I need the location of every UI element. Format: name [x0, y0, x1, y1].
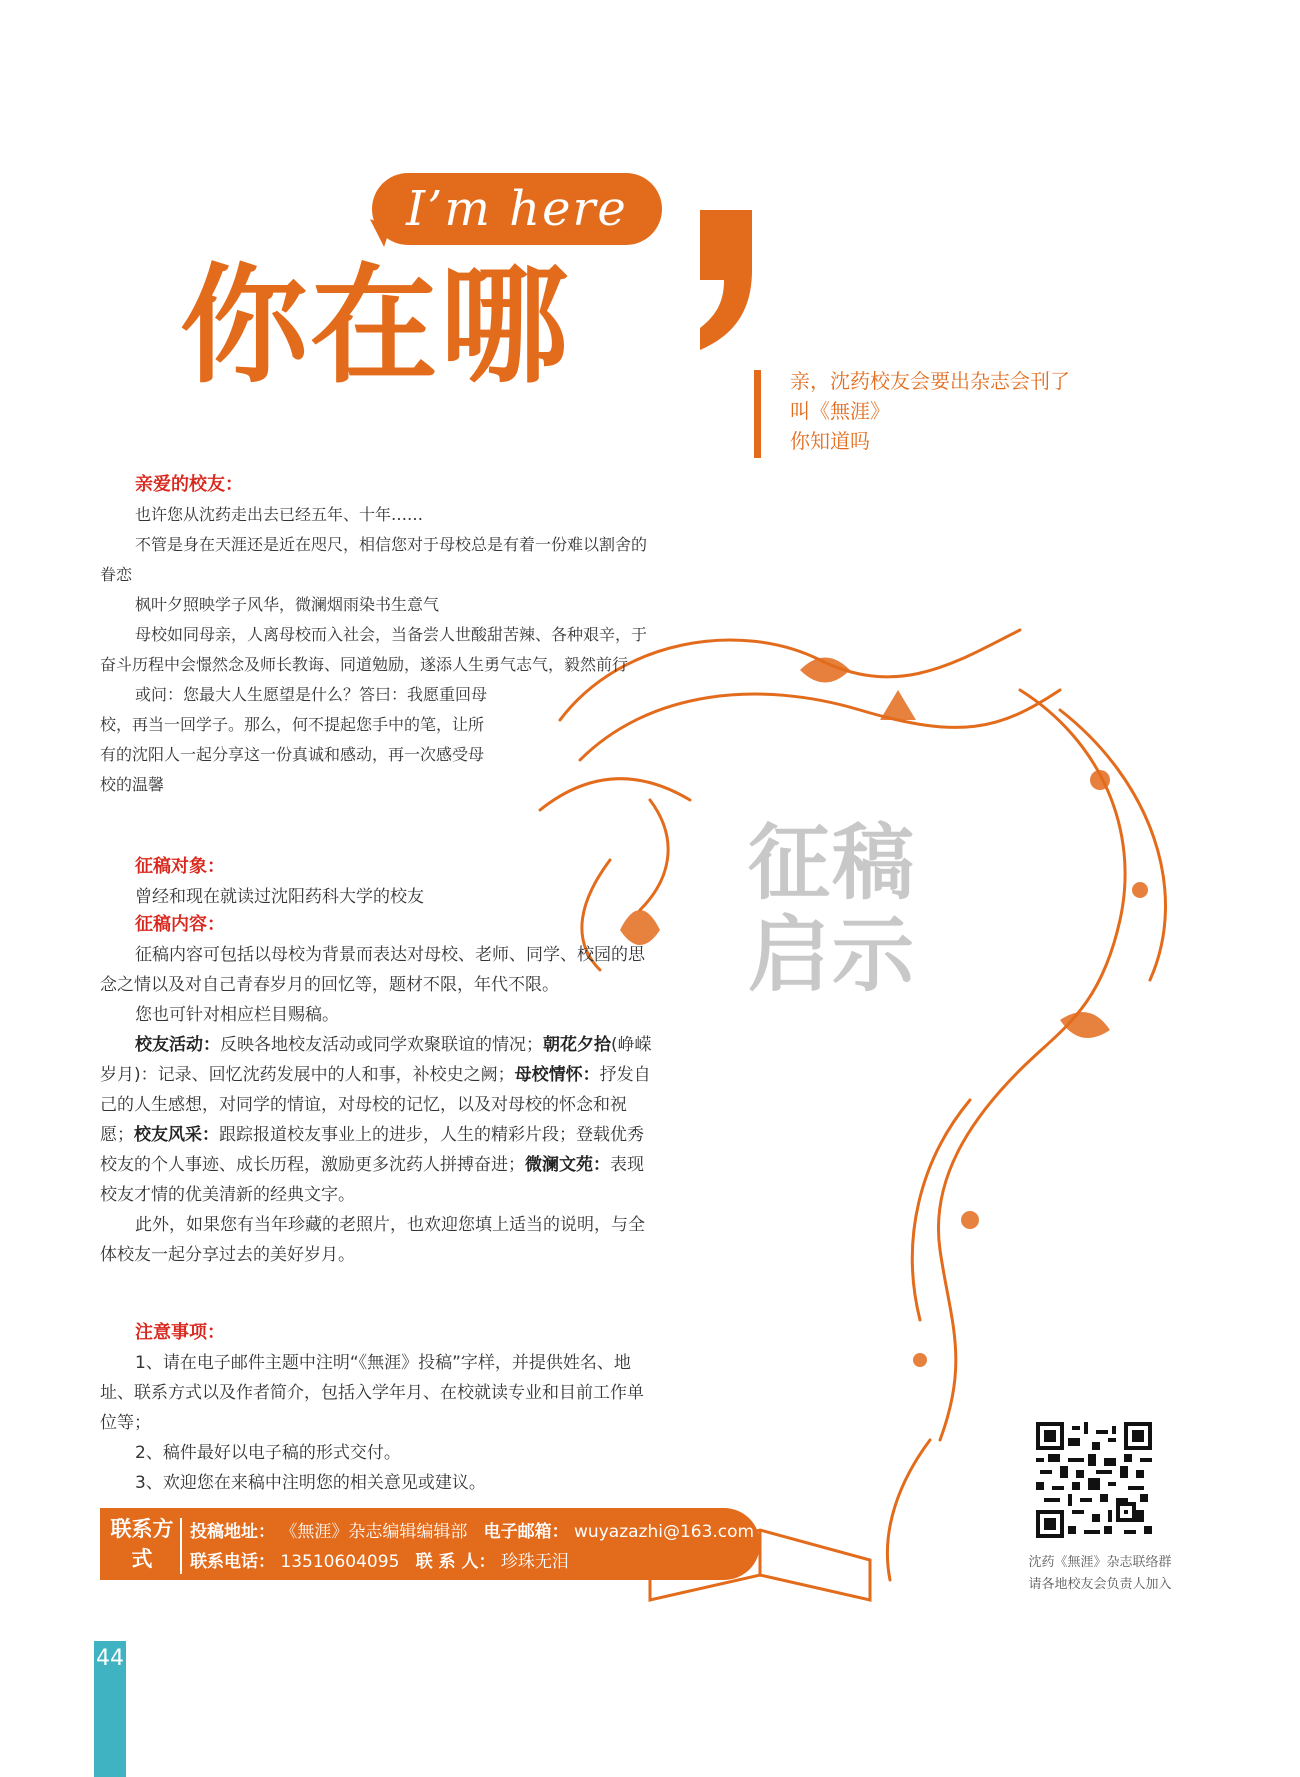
letter-greeting: 亲爱的校友： — [135, 474, 243, 495]
content-paragraph: 您也可针对相应栏目赐稿。 — [135, 1005, 339, 1025]
note-item: 2、稿件最好以电子稿的形式交付。 — [135, 1443, 401, 1463]
intro-line: 叫《無涯》 — [790, 399, 890, 423]
column-text: 记录、回忆沈药发展中的人和事，补校史之阙； — [157, 1065, 515, 1085]
note-item: 3、欢迎您在来稿中注明您的相关意见或建议。 — [135, 1473, 486, 1493]
content-paragraph: 此外，如果您有当年珍藏的老照片，也欢迎您填上适当的说明，与全体校友一起分享过去的美好岁月。 — [100, 1215, 645, 1265]
phone-label: 联系电话： — [190, 1552, 275, 1572]
solicitation-line: 启示 — [748, 908, 917, 1003]
letter-paragraph: 也许您从沈药走出去已经五年、十年…… — [135, 505, 424, 524]
letter-paragraph: 不管是身在天涯还是近在咫尺，相信您对于母校总是有着一份难以割舍的眷恋 — [100, 535, 648, 584]
address-label: 投稿地址： — [190, 1522, 275, 1542]
qr-caption-line: 沈药《無涯》杂志联络群 — [1028, 1555, 1172, 1570]
column-text: 反映各地校友活动或同学欢聚联谊的情况； — [220, 1035, 543, 1055]
column-subname: (峥嵘岁月)： — [100, 1035, 652, 1085]
contact-divider — [180, 1518, 182, 1574]
solicitation-line: 征稿 — [748, 816, 917, 911]
note-item: 1、请在电子邮件主题中注明“《無涯》投稿”字样，并提供姓名、地址、联系方式以及作者简介，包括入学年月、在校就读专业和目前工作单位等； — [100, 1353, 644, 1433]
contact-line-2 — [190, 1547, 569, 1572]
column-name: 朝花夕拾 — [543, 1035, 611, 1055]
person-label: 联 系 人： — [415, 1552, 496, 1572]
contact-label: 联系方式 — [110, 1517, 174, 1571]
page-title: 你在哪 — [180, 252, 571, 401]
intro-accent-bar — [754, 370, 761, 458]
solicitation-label — [748, 818, 938, 1002]
email-label: 电子邮箱： — [483, 1522, 569, 1542]
content-paragraph: 征稿内容可包括以母校为背景而表达对母校、老师、同学、校园的思念之情以及对自己青春岁月的回忆等，题材不限，年代不限。 — [100, 945, 645, 995]
page-number: 44 — [96, 1646, 124, 1671]
column-descriptions — [100, 1030, 660, 1210]
letter-paragraph: 枫叶夕照映学子风华，微澜烟雨染书生意气 — [135, 595, 440, 614]
qr-caption-line: 请各地校友会负责人加入 — [1028, 1577, 1172, 1592]
content-title: 征稿内容： — [135, 914, 225, 935]
letter-section — [100, 470, 660, 800]
email-value[interactable]: wuyazazhi@163.com — [574, 1522, 755, 1542]
notes-section — [100, 1318, 660, 1498]
target-title: 征稿对象： — [135, 856, 225, 877]
column-text: 抒发自己的人生感想，对同学的情谊，对母校的记忆，以及对母校的怀念和祝愿； — [100, 1065, 651, 1145]
letter-paragraph: 母校如同母亲，人离母校而入社会，当备尝人世酸甜苦辣、各种艰辛，于奋斗历程中会憬然念及师长教诲、同道勉励，遂添人生勇气志气，毅然前行 — [100, 625, 648, 674]
bubble-text: I’m here — [406, 181, 628, 237]
phone-value: 13510604095 — [280, 1552, 400, 1572]
contact-line-1 — [190, 1517, 754, 1542]
content-section — [100, 910, 660, 1270]
notes-title: 注意事项： — [135, 1322, 225, 1343]
column-text: 跟踪报道校友事业上的进步，人生的精彩片段；登载优秀校友的个人事迹、成长历程，激励更多沈药人拼搏奋进； — [100, 1125, 644, 1175]
column-name: 母校情怀： — [514, 1065, 600, 1085]
intro-line: 亲，沈药校友会要出杂志会刊了 — [790, 369, 1070, 393]
intro-text — [790, 366, 1070, 456]
letter-paragraph: 或问：您最大人生愿望是什么？答曰：我愿重回母校，再当一回学子。那么，何不提起您手中的笔，让所有的沈阳人一起分享这一份真诚和感动，再一次感受母校的温馨 — [100, 685, 488, 794]
comma-mark-icon — [690, 210, 760, 350]
address-value: 《無涯》杂志编辑编辑部 — [280, 1522, 468, 1542]
column-name: 微澜文苑： — [525, 1155, 610, 1175]
column-name: 校友活动： — [135, 1035, 220, 1055]
qr-caption — [1010, 1552, 1190, 1596]
target-section — [100, 852, 660, 912]
target-text: 曾经和现在就读过沈阳药科大学的校友 — [135, 887, 424, 907]
intro-line: 你知道吗 — [790, 429, 870, 453]
person-value: 珍珠无泪 — [500, 1552, 569, 1572]
column-name: 校友风采： — [134, 1125, 219, 1145]
column-text: 表现校友才情的优美清新的经典文字。 — [100, 1155, 644, 1205]
qr-code-icon — [1036, 1422, 1152, 1538]
